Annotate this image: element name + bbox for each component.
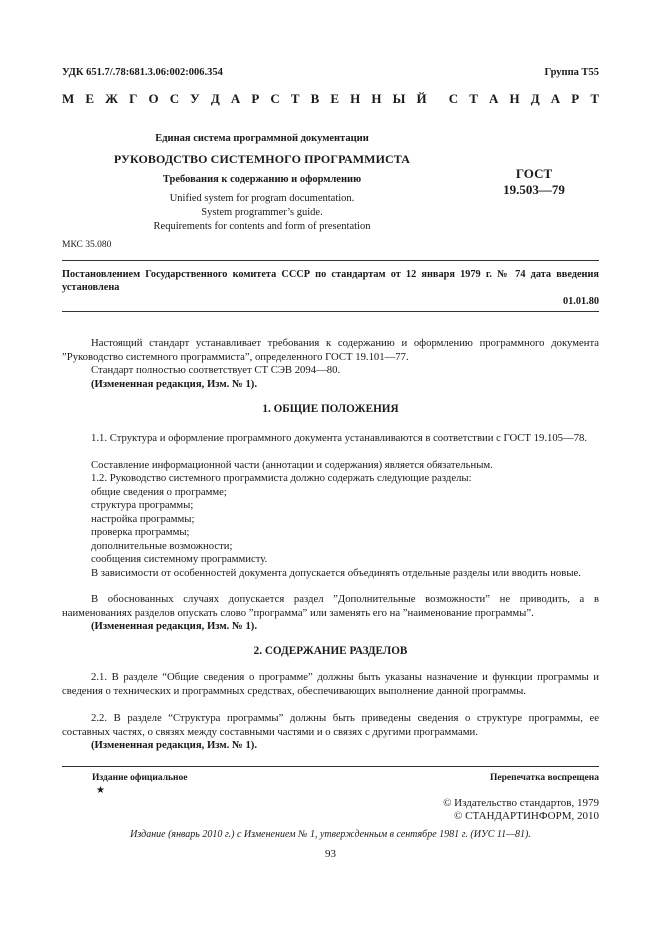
paragraph: 2.2. В разделе “Структура программы” должны быть приведены сведения о структуре программы, ее составных частях, о связях между составными частями и о связях с другими программами. (62, 712, 599, 738)
paragraph: 1.1. Структура и оформление программного документа устанавливаются в соответствии с ГОСТ 19.105—78. (91, 432, 588, 444)
banner-letter: Е (85, 91, 95, 106)
document-title: РУКОВОДСТВО СИСТЕМНОГО ПРОГРАММИСТА (113, 152, 411, 167)
document-subtitle: Требования к содержанию и оформлению (162, 174, 362, 186)
banner-letter: Т (590, 91, 599, 106)
interstate-standard-banner (62, 91, 599, 107)
english-title-line: System programmer’s guide. (201, 206, 323, 218)
banner-letter: А (489, 91, 499, 106)
intro-paragraph: Настоящий стандарт устанавливает требования к содержанию и оформлению программного документа ”Руководство системного программиста”, определенного ГОСТ 19.101—77. (62, 337, 599, 363)
decree-text: Постановлением Государственного комитета СССР по стандартам от 12 января 1979 г. № 74 дата введения установлена (62, 269, 599, 294)
english-title-line: Unified system for program documentation. (169, 193, 355, 205)
mks-code: МКС 35.080 (62, 240, 112, 250)
banner-letter: Д (210, 91, 220, 106)
section-heading: 1. ОБЩИЕ ПОЛОЖЕНИЯ (262, 403, 399, 415)
title-block (110, 132, 414, 233)
series-title: Единая система программной документации (155, 133, 369, 144)
page-number: 93 (325, 848, 336, 860)
paragraph: 2.1. В разделе “Общие сведения о программе” должны быть указаны назначение и функции программы и сведения о технических и программных средствах, обеспечивающих выполнение данной программы. (62, 671, 599, 697)
banner-letter: Т (469, 91, 478, 106)
list-item: сообщения системному программисту. (91, 553, 268, 565)
banner-letter: Й (416, 91, 427, 106)
banner-letter: М (62, 91, 75, 106)
list-item: настройка программы; (91, 513, 195, 525)
banner-letter: Н (371, 91, 382, 106)
banner-letter: С (448, 91, 459, 106)
gost-code: 19.503—79 (503, 181, 565, 197)
english-title-line: Requirements for contents and form of presentation (153, 220, 371, 232)
edition-note: Издание (январь 2010 г.) с Изменением № 1, утвержденным в сентябре 1981 г. (ИУС 11—81). (130, 829, 531, 840)
banner-letter: С (169, 91, 180, 106)
list-item: структура программы; (91, 499, 194, 511)
divider (62, 260, 599, 261)
list-item: общие сведения о программе; (91, 486, 227, 498)
banner-letter: Н (509, 91, 520, 106)
amendment-note: (Измененная редакция, Изм. № 1). (91, 739, 258, 751)
copyright-line: © СТАНДАРТИНФОРМ, 2010 (454, 810, 599, 822)
banner-letter: Р (571, 91, 580, 106)
reprint-prohibited-label: Перепечатка воспрещена (489, 773, 599, 783)
banner-letter: Е (330, 91, 340, 106)
banner-letter: Ы (392, 91, 406, 106)
banner-letter: О (148, 91, 159, 106)
banner-letter: А (550, 91, 561, 106)
banner-letter: В (310, 91, 320, 106)
banner-letter: У (190, 91, 200, 106)
divider (62, 766, 599, 767)
paragraph: В обоснованных случаях допускается раздел ”Дополнительные возможности” не приводить, а в наименованиях разделов опускать слово ”программа” или заменять его на ”наименование программы”. (62, 593, 599, 619)
paragraph: 1.2. Руководство системного программиста должно содержать следующие разделы: (91, 472, 472, 484)
star-icon: ★ (96, 785, 105, 796)
banner-letter: С (270, 91, 280, 106)
group-label: Группа Т55 (544, 67, 599, 78)
banner-letter: Р (251, 91, 260, 106)
introduction-date: 01.01.80 (562, 296, 599, 307)
paragraph: В зависимости от особенностей документа допускается объединять отдельные разделы или вводить новые. (91, 567, 581, 579)
gost-number (486, 166, 582, 197)
copyright-line: © Издательство стандартов, 1979 (443, 797, 599, 809)
divider (62, 311, 599, 312)
banner-letter: А (230, 91, 241, 106)
list-item: проверка программы; (91, 526, 190, 538)
intro-paragraph: Стандарт полностью соответствует СТ СЭВ 2094—80. (91, 364, 341, 376)
gost-label: ГОСТ (515, 166, 553, 181)
amendment-note: (Измененная редакция, Изм. № 1). (91, 378, 258, 390)
udk-code: УДК 651.7/.78:681.3.06:002:006.354 (62, 67, 223, 78)
banner-letter: Т (290, 91, 300, 106)
banner-letter: Г (129, 91, 138, 106)
section-heading: 2. СОДЕРЖАНИЕ РАЗДЕЛОВ (253, 645, 408, 657)
amendment-note: (Измененная редакция, Изм. № 1). (91, 620, 258, 632)
official-edition-label: Издание официальное (92, 773, 188, 783)
paragraph: Составление информационной части (аннотации и содержания) является обязательным. (91, 459, 493, 471)
list-item: дополнительные возможности; (91, 540, 233, 552)
banner-letter: Ж (105, 91, 118, 106)
banner-letter: Н (350, 91, 361, 106)
banner-letter: Д (530, 91, 540, 106)
